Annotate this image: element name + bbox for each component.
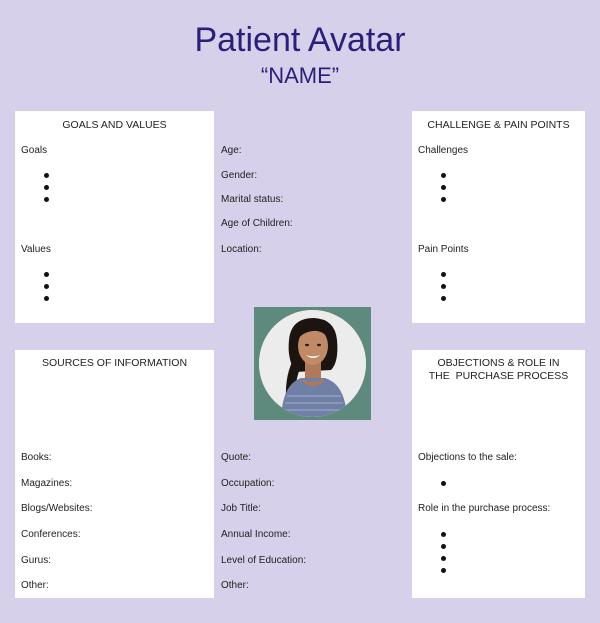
sources-card — [15, 350, 214, 598]
sources-item: Blogs/Websites: — [21, 503, 93, 514]
objections-card — [412, 350, 585, 598]
quote-label: Quote: — [221, 452, 252, 463]
objections-heading-line2: THE PURCHASE PROCESS — [428, 370, 569, 382]
objections-label: Objections to the sale: — [418, 452, 517, 463]
sources-item: Books: — [21, 452, 52, 463]
goals-label: Goals — [21, 145, 48, 156]
bullet-dot — [44, 272, 49, 277]
role-label: Role in the purchase process: — [418, 503, 551, 514]
bullet-dot — [441, 544, 446, 549]
sources-item: Conferences: — [21, 529, 81, 540]
bullet-dot — [441, 568, 446, 573]
goals-values-heading: GOALS AND VALUES — [62, 119, 167, 131]
page-title: Patient Avatar — [194, 21, 406, 59]
bullet-dot — [44, 185, 49, 190]
bullet-dot — [441, 296, 446, 301]
bullet-dot — [441, 284, 446, 289]
location-label: Location: — [221, 244, 262, 255]
bullet-dot — [44, 296, 49, 301]
objections-heading-line1: OBJECTIONS & ROLE IN — [437, 357, 560, 369]
gender-label: Gender: — [221, 170, 258, 181]
job-title-label: Job Title: — [221, 503, 262, 514]
sources-heading: SOURCES OF INFORMATION — [41, 357, 188, 369]
goals-values-card — [15, 111, 214, 323]
bullet-dot — [44, 197, 49, 202]
sources-item: Magazines: — [21, 478, 73, 489]
bullet-dot — [441, 173, 446, 178]
bullet-dot — [441, 197, 446, 202]
sources-item: Other: — [21, 580, 49, 591]
challenges-card — [412, 111, 585, 323]
values-label: Values — [21, 244, 51, 255]
bullet-dot — [441, 185, 446, 190]
bullet-dot — [44, 173, 49, 178]
other-label: Other: — [221, 580, 249, 591]
bullet-dot — [441, 532, 446, 537]
bullet-dot — [44, 284, 49, 289]
bullet-dot — [441, 481, 446, 486]
challenges-heading: CHALLENGE & PAIN POINTS — [427, 119, 570, 131]
age-of-children-label: Age of Children: — [221, 218, 293, 229]
page-subtitle: “NAME” — [260, 63, 340, 88]
occupation-label: Occupation: — [221, 478, 275, 489]
sources-item: Gurus: — [21, 555, 52, 566]
annual-income-label: Annual Income: — [221, 529, 291, 540]
age-label: Age: — [221, 145, 242, 156]
avatar-illustration — [259, 310, 366, 417]
education-label: Level of Education: — [221, 555, 307, 566]
challenges-label: Challenges — [418, 145, 469, 156]
bullet-dot — [441, 272, 446, 277]
avatar-photo — [259, 310, 366, 417]
pain-points-label: Pain Points — [418, 244, 469, 255]
bullet-dot — [441, 556, 446, 561]
marital-status-label: Marital status: — [221, 194, 284, 205]
avatar-frame — [254, 307, 371, 420]
